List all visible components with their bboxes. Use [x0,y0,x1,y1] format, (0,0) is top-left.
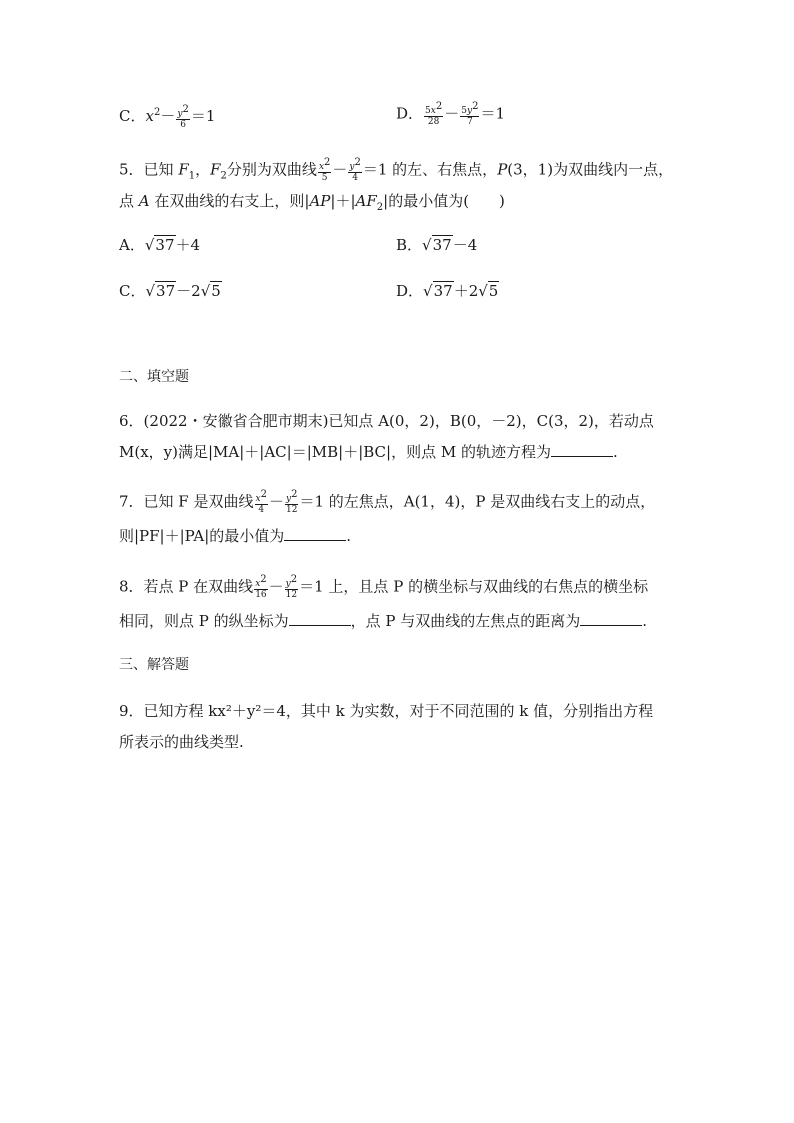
q4-option-c: C．$x^2-$ $\frac{y^2}{6}$ ＝1 [119,103,216,130]
q9-line-1: 9．已知方程 kx²＋y²＝4，其中 k 为实数，对于不同范围的 k 值，分别指出方程 [119,702,654,720]
q7-line-1: 7．已知 F 是双曲线 $\frac{x^2}{4}$ － $\frac{y^2}{12}$ ＝1 的左焦点，A(1，4)，P 是双曲线右支上的动点， [119,489,656,515]
sqrt-symbol: √37 [145,282,176,300]
answer-blank [289,611,351,626]
section-heading-answer: 三、解答题 [119,657,189,673]
q6-line-1: 6．(2022・安徽省合肥市期末)已知点 A(0，2)，B(0，－2)，C(3，2)，若动点 [119,412,654,430]
q9-line-2: 所表示的曲线类型. [119,733,244,751]
answer-blank [551,442,613,457]
answer-blank [284,526,346,541]
q5-option-b: B．√37－4 [396,236,478,254]
q6-line-2: M(x，y)满足|MA|＋|AC|＝|MB|＋|BC|，则点 M 的轨迹方程为 . [119,443,618,461]
q5-line-2: 点 A 在双曲线的右支上，则$|AP|+|AF_2|$的最小值为( ) [119,192,505,213]
q5-line-1: 5．已知 $F_1$，$F_2$分别为双曲线 $\frac{x^2}{5}$ － $\frac{y^2}{4}$ ＝1 的左、右焦点，P(3，1)为双曲线内一点， [119,157,674,183]
sqrt-symbol: √37 [144,236,175,254]
q8-line-1: 8．若点 P 在双曲线 $\frac{x^2}{16}$ － $\frac{y^2}{12}$ ＝1 上，且点 P 的横坐标与双曲线的右焦点的横坐标 [119,574,649,600]
q5-option-a: A．√37＋4 [119,236,201,254]
sqrt-symbol: √37 [423,282,453,300]
answer-blank [580,611,642,626]
q7-line-2: 则|PF|＋|PA|的最小值为 . [119,527,352,545]
q8-line-2: 相同，则点 P 的纵坐标为 ，点 P 与双曲线的左焦点的距离为 . [119,612,648,630]
q5-option-c: C．√37－2√5 [119,282,221,300]
sqrt-symbol: √5 [478,282,499,300]
sqrt-symbol: √5 [200,282,221,300]
q5-option-d: D．√37＋2√5 [396,282,499,300]
q4-option-d: D． $\frac{5x^2}{28}$ － $\frac{5y^2}{7}$ ＝1 [396,101,505,127]
sqrt-symbol: √37 [422,236,452,254]
section-heading-fill-blank: 二、填空题 [119,369,189,385]
